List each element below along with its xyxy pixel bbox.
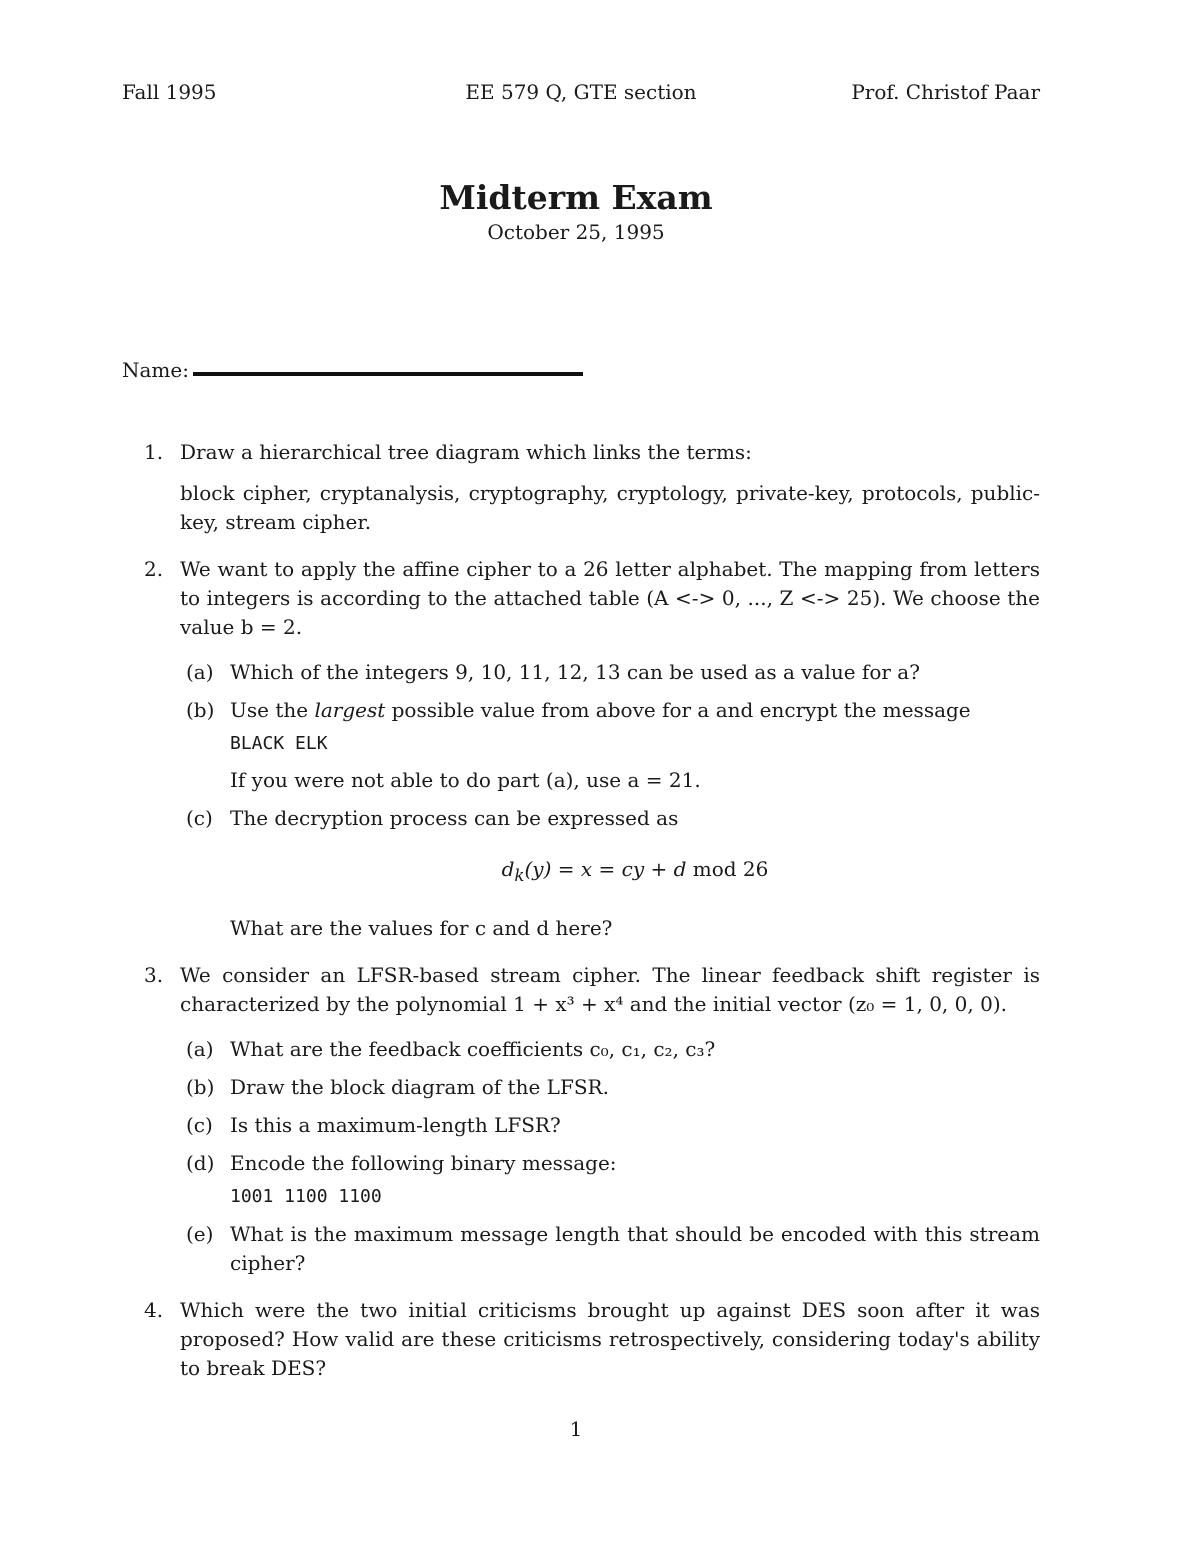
- part-text: What is the maximum message length that should be encoded with this stream cipher?: [230, 1222, 1040, 1275]
- part-d: [180, 1149, 1040, 1211]
- question-number: 2.: [144, 557, 164, 581]
- question-number: 3.: [144, 963, 164, 987]
- equation-mod: mod 26: [686, 857, 769, 881]
- question-list: [122, 438, 1040, 1401]
- part-text: Is this a maximum-length LFSR?: [230, 1113, 561, 1137]
- part-text: Which of the integers 9, 10, 11, 12, 13 can be used as a value for a?: [230, 660, 920, 684]
- header-term: Fall 1995: [122, 80, 217, 104]
- part-text-post: possible value from above for a and encrypt the message: [385, 698, 971, 722]
- name-blank-line: [193, 372, 583, 376]
- exam-date: October 25, 1995: [487, 220, 665, 244]
- page-header: [122, 78, 1040, 108]
- question-terms: block cipher, cryptanalysis, cryptography, cryptology, private-key, protocols, public-key, stream cipher.: [180, 481, 1040, 534]
- equation-fn: d: [501, 857, 515, 881]
- question-text: We consider an LFSR-based stream cipher. The linear feedback shift register is characterized by the polynomial 1 + x³ + x⁴ and the initial vector (z₀ = 1, 0, 0, 0).: [180, 963, 1040, 1016]
- question-parts: [180, 658, 1040, 943]
- part-text: What are the feedback coefficients c₀, c₁, c₂, c₃?: [230, 1037, 716, 1061]
- part-text: [230, 698, 971, 722]
- part-label: (c): [186, 1113, 213, 1137]
- part-text-pre: Use the: [230, 698, 315, 722]
- header-course: EE 579 Q, GTE section: [465, 80, 697, 104]
- message-code: BLACK ELK: [230, 733, 328, 754]
- part-label: (e): [186, 1222, 214, 1246]
- question-text: We want to apply the affine cipher to a 26 letter alphabet. The mapping from letters to integers is according to the attached table (A <-> 0, ..., Z <-> 25). We choose the value b = 2.: [180, 557, 1040, 639]
- part-e: [180, 1220, 1040, 1278]
- part-b: [180, 1073, 1040, 1102]
- part-label: (c): [186, 806, 213, 830]
- part-followup: What are the values for c and d here?: [230, 916, 613, 940]
- decryption-equation: [230, 855, 1040, 890]
- question-parts: [180, 1035, 1040, 1278]
- question-text: Which were the two initial criticisms brought up against DES soon after it was proposed? How valid are these criticisms retrospectively, considering today's ability to break DES?: [180, 1298, 1040, 1380]
- part-c: [180, 804, 1040, 943]
- part-b: [180, 696, 1040, 795]
- part-label: (a): [186, 660, 214, 684]
- part-a: [180, 1035, 1040, 1064]
- question-4: [122, 1296, 1040, 1383]
- header-instructor: Prof. Christof Paar: [851, 80, 1040, 104]
- part-text: Draw the block diagram of the LFSR.: [230, 1075, 609, 1099]
- part-a: [180, 658, 1040, 687]
- question-1: [122, 438, 1040, 537]
- question-3: [122, 961, 1040, 1278]
- part-c: [180, 1111, 1040, 1140]
- part-text: Encode the following binary message:: [230, 1151, 617, 1175]
- part-text: The decryption process can be expressed as: [230, 806, 679, 830]
- part-label: (d): [186, 1151, 215, 1175]
- equation-subscript: k: [514, 866, 525, 885]
- part-label: (b): [186, 698, 215, 722]
- page-title: Midterm Exam: [439, 178, 713, 217]
- part-note: If you were not able to do part (a), use a = 21.: [230, 768, 701, 792]
- page-number: 1: [569, 1417, 583, 1441]
- question-number: 1.: [144, 440, 164, 464]
- part-label: (b): [186, 1075, 215, 1099]
- question-number: 4.: [144, 1298, 164, 1322]
- question-text: Draw a hierarchical tree diagram which links the terms:: [180, 440, 752, 464]
- equation-body: (y) = x = cy + d: [524, 857, 687, 881]
- name-label: Name:: [122, 358, 189, 382]
- binary-message-code: 1001 1100 1100: [230, 1186, 382, 1207]
- part-text-emphasis: largest: [314, 698, 386, 722]
- part-label: (a): [186, 1037, 214, 1061]
- question-2: [122, 555, 1040, 943]
